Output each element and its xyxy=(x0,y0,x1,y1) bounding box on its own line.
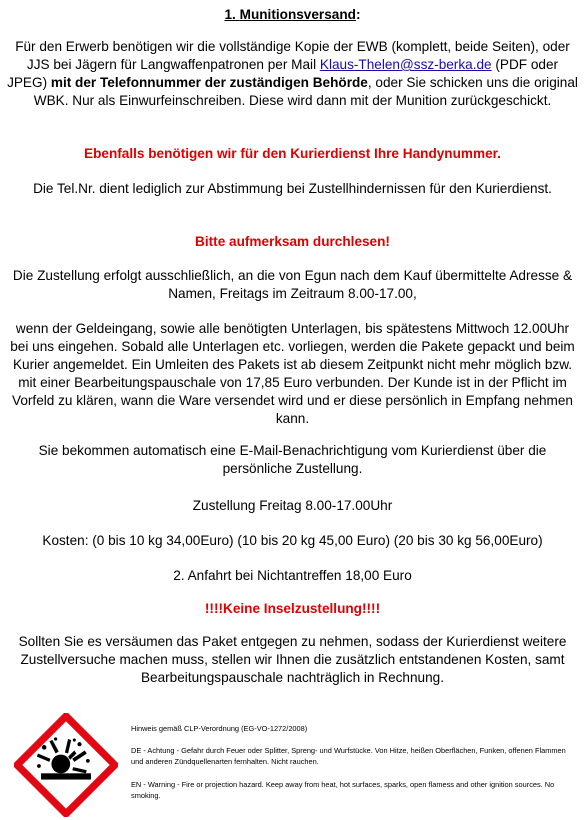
paragraph-delivery-conditions: wenn der Geldeingang, sowie alle benötigten Unterlagen, bis spätestens Mittwoch 12.00Uhr bei uns eingehen. Sobald alle Unterlagen etc. vorliegen, werden die Pakete gepackt und beim Kurier angemeldet. Ein Umleiten des Pakets ist ab diesem Zeitpunkt nicht mehr möglich bzw. mit einer Bearbeitungspauschale von 17,85 Euro verbunden. Der Kunde ist in der Pflicht im Vorfeld zu klären, wann die Ware versendet wird und er diese persönlich in Empfang nehmen kann. xyxy=(10,321,575,426)
paragraph-delivery-address: Die Zustellung erfolgt ausschließlich, an die von Egun nach dem Kauf übermittelte Adresse & Namen, Freitags im Zeitraum 8.00-17.00, xyxy=(12,268,573,301)
section-title xyxy=(6,6,579,24)
email-link[interactable]: Klaus-Thelen@ssz-berka.de xyxy=(319,57,492,72)
red-notice-no-islands: !!!!Keine Inselzustellung!!!! xyxy=(204,601,381,616)
hazard-heading: Hinweis gemäß CLP-Verordnung (EG-VO-1272/2008) xyxy=(131,724,308,733)
hazard-text-de: DE - Achtung - Gefahr durch Feuer oder Splitter, Spreng- und Wurfstücke. Von Hitze, heißen Oberflächen, Funken, offenen Flammen und anderen Zündquellenarten fernhalten. Nicht rauchen. xyxy=(131,746,566,766)
red-notice-read-carefully: Bitte aufmerksam durchlesen! xyxy=(195,234,390,249)
paragraph-costs: Kosten: (0 bis 10 kg 34,00Euro) (10 bis 20 kg 45,00 Euro) (20 bis 30 kg 56,00Euro) xyxy=(42,533,543,548)
hazard-warning-block xyxy=(0,705,585,820)
paragraph-email-notification: Sie bekommen automatisch eine E-Mail-Benachrichtigung vom Kurierdienst über die persönliche Zustellung. xyxy=(38,443,547,476)
red-notice-phone: Ebenfalls benötigen wir für den Kurierdienst Ihre Handynummer. xyxy=(84,146,501,161)
paragraph-redelivery-costs: Sollten Sie es versäumen das Paket entgegen zu nehmen, sodass der Kurierdienst weitere Zustellversuche machen muss, stellen wir Ihnen die zusätzlich entstandenen Kosten, samt Bearbeitungspauschale nachträglich in Rechnung. xyxy=(18,634,567,685)
bold-phone-note: mit der Telefonnummer der zuständigen Behörde xyxy=(50,75,368,90)
section-number: 1. xyxy=(224,7,236,22)
section-label: Munitionsversand xyxy=(239,7,356,22)
paragraph-documents: Für den Erwerb benötigen wir die vollständige Kopie der EWB (komplett, beide Seiten), oder JJS bei Jägern für Langwaffenpatronen per Mail Klaus-Thelen@ssz-berka.de (PDF oder JPEG) mit der Telefonnummer der zuständigen Behörde, oder Sie schicken uns die original WBK. Nur als Einwurfeinschreiben. Diese wird dann mit der Munition zurückgeschickt. xyxy=(7,39,578,108)
paragraph-phone-purpose: Die Tel.Nr. dient lediglich zur Abstimmung bei Zustellhindernissen für den Kurierdienst. xyxy=(33,181,552,196)
hazard-text-en: EN - Warning - Fire or projection hazard. Keep away from heat, hot surfaces, sparks, open flamess and other ignition sources. No smoking. xyxy=(131,780,555,800)
paragraph-second-trip: 2. Anfahrt bei Nichtantreffen 18,00 Euro xyxy=(173,568,412,583)
explosive-ghs-icon xyxy=(14,713,118,817)
paragraph-delivery-time: Zustellung Freitag 8.00-17.00Uhr xyxy=(192,498,393,513)
section-title-colon: : xyxy=(355,7,361,22)
